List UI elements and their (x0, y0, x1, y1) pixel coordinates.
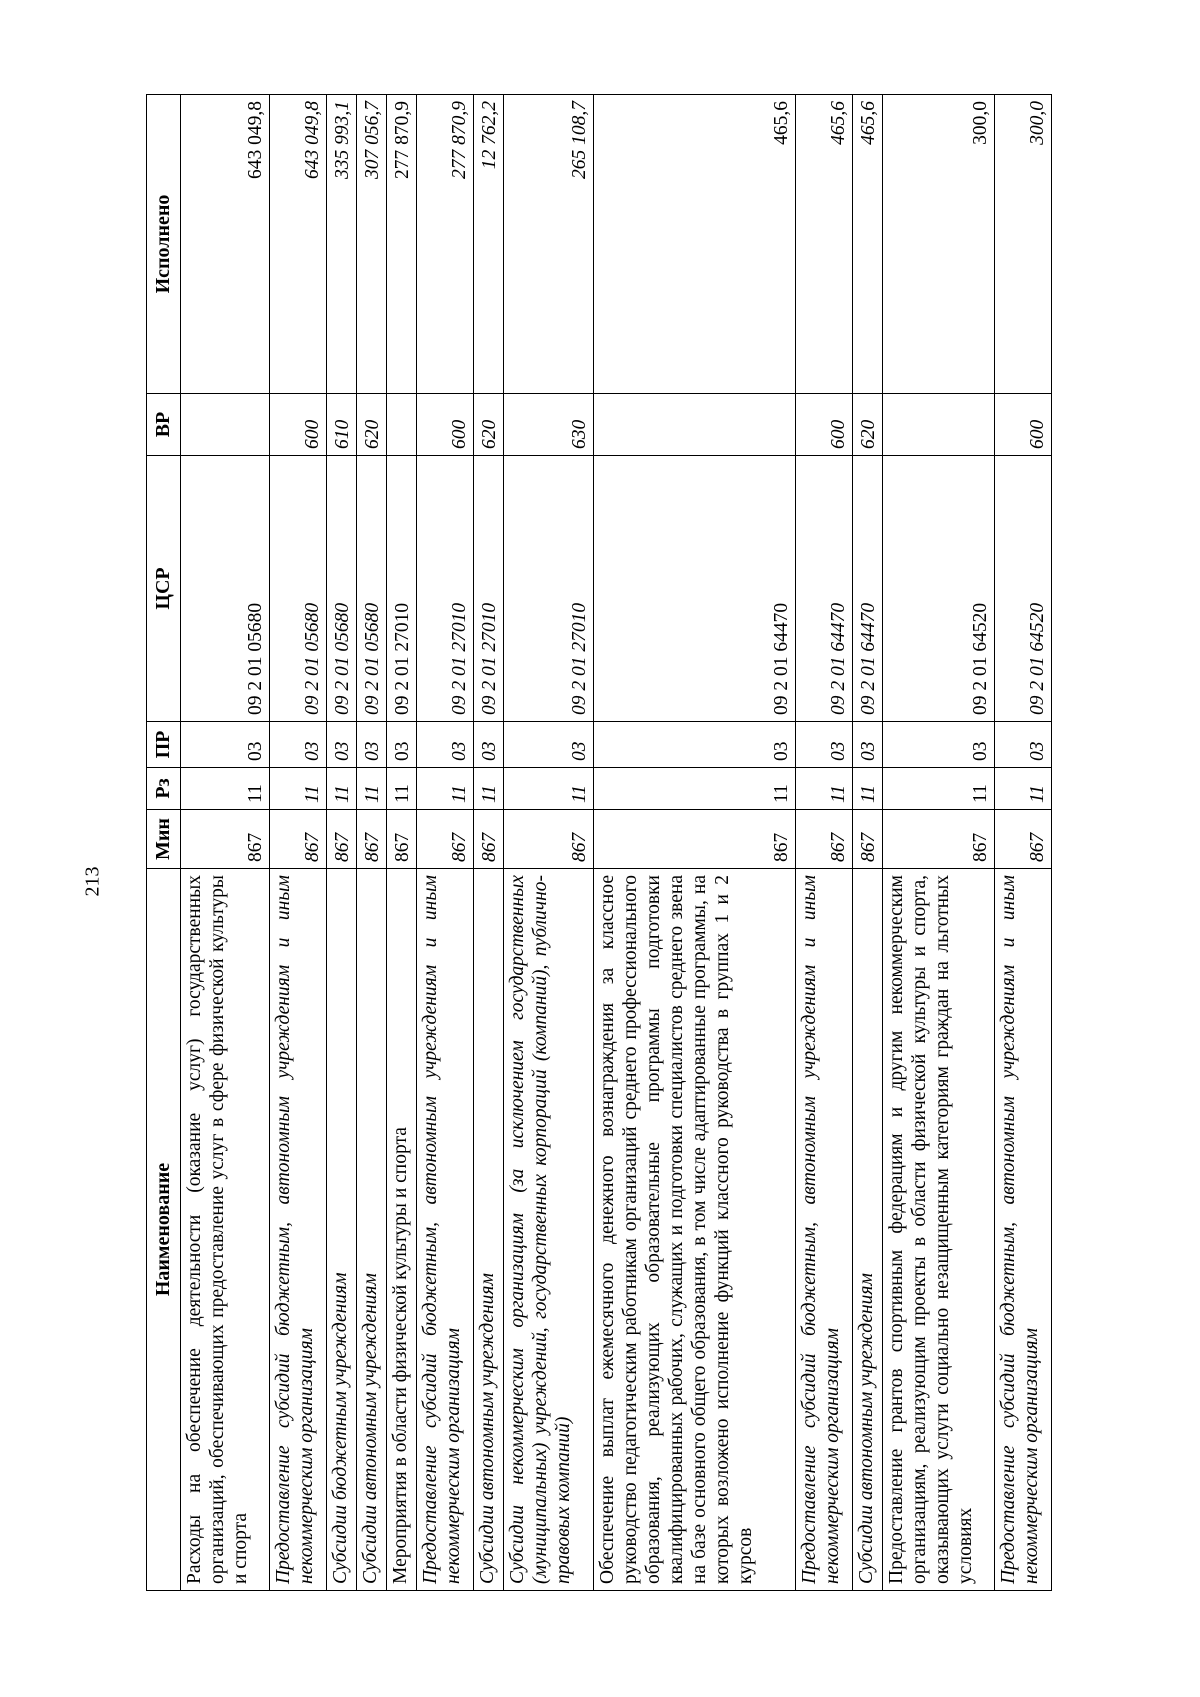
table-row (181, 95, 270, 1591)
table-row (357, 95, 387, 1591)
row-vr (883, 394, 995, 456)
row-done: 277 870,9 (417, 95, 474, 394)
row-csr: 09 2 01 05680 (327, 456, 357, 722)
row-done: 12 762,2 (474, 95, 504, 394)
header-csr: ЦСР (147, 456, 181, 722)
row-pr: 03 (181, 722, 270, 768)
row-min: 867 (995, 810, 1052, 869)
row-vr (387, 394, 417, 456)
row-csr: 09 2 01 27010 (387, 456, 417, 722)
row-pr: 03 (270, 722, 327, 768)
row-min: 867 (181, 810, 270, 869)
header-name: Наименование (147, 869, 181, 1591)
row-vr: 630 (504, 394, 594, 456)
row-name: Мероприятия в области физической культуры и спорта (387, 869, 417, 1591)
row-rz: 11 (357, 768, 387, 810)
table-row (327, 95, 357, 1591)
row-pr: 03 (387, 722, 417, 768)
row-min: 867 (474, 810, 504, 869)
row-done: 335 993,1 (327, 95, 357, 394)
row-csr: 09 2 01 05680 (270, 456, 327, 722)
row-rz: 11 (995, 768, 1052, 810)
row-done: 300,0 (883, 95, 995, 394)
row-name: Предоставление субсидий бюджетным, автономным учреждениям и иным некоммерческим организациям (270, 869, 327, 1591)
row-vr: 620 (853, 394, 883, 456)
row-min: 867 (504, 810, 594, 869)
row-min: 867 (387, 810, 417, 869)
row-name: Предоставление грантов спортивным федерациям и другим некоммерческим организациям, реализующим проекты в области физической культуры и спорта, оказывающих услуги социально незащищенным категориям граждан на льготных условиях (883, 869, 995, 1591)
row-done: 465,6 (594, 95, 796, 394)
row-vr (594, 394, 796, 456)
row-min: 867 (327, 810, 357, 869)
row-rz: 11 (387, 768, 417, 810)
row-pr: 03 (417, 722, 474, 768)
table-row (883, 95, 995, 1591)
table-body (181, 95, 1052, 1591)
row-pr: 03 (853, 722, 883, 768)
row-name: Обеспечение выплат ежемесячного денежного вознаграждения за классное руководство педагогическим работникам организаций среднего профессионального образования, реализующих образовательные программы подготовки квалифицированных рабочих, служащих и подготовки специалистов среднего звена на базе основного общего образования, в том числе адаптированные программы, на которых возложено исполнение функций классного руководства в группах 1 и 2 курсов (594, 869, 796, 1591)
row-name: Субсидии бюджетным учреждениям (327, 869, 357, 1591)
row-name: Субсидии автономным учреждениям (474, 869, 504, 1591)
row-csr: 09 2 01 05680 (357, 456, 387, 722)
row-pr: 03 (995, 722, 1052, 768)
row-pr: 03 (504, 722, 594, 768)
row-csr: 09 2 01 64470 (853, 456, 883, 722)
row-name: Предоставление субсидий бюджетным, автономным учреждениям и иным некоммерческим организациям (995, 869, 1052, 1591)
row-rz: 11 (474, 768, 504, 810)
row-min: 867 (796, 810, 853, 869)
row-name: Субсидии автономным учреждениям (357, 869, 387, 1591)
budget-table-rotated (146, 95, 1048, 1591)
row-rz: 11 (181, 768, 270, 810)
table-row (417, 95, 474, 1591)
row-csr: 09 2 01 05680 (181, 456, 270, 722)
row-rz: 11 (417, 768, 474, 810)
row-min: 867 (357, 810, 387, 869)
row-csr: 09 2 01 64520 (995, 456, 1052, 722)
row-name: Предоставление субсидий бюджетным, автономным учреждениям и иным некоммерческим организациям (796, 869, 853, 1591)
row-rz: 11 (327, 768, 357, 810)
table-row (270, 95, 327, 1591)
row-min: 867 (417, 810, 474, 869)
row-done: 465,6 (853, 95, 883, 394)
row-done: 643 049,8 (181, 95, 270, 394)
row-done: 465,6 (796, 95, 853, 394)
row-pr: 03 (474, 722, 504, 768)
header-vr: ВР (147, 394, 181, 456)
row-csr: 09 2 01 64520 (883, 456, 995, 722)
row-name: Предоставление субсидий бюджетным, автономным учреждениям и иным некоммерческим организациям (417, 869, 474, 1591)
row-name: Субсидии автономным учреждениям (853, 869, 883, 1591)
row-csr: 09 2 01 27010 (504, 456, 594, 722)
row-done: 277 870,9 (387, 95, 417, 394)
row-vr: 600 (995, 394, 1052, 456)
table-row (995, 95, 1052, 1591)
row-vr (181, 394, 270, 456)
row-rz: 11 (883, 768, 995, 810)
row-min: 867 (853, 810, 883, 869)
page-number: 213 (81, 866, 104, 897)
row-vr: 600 (417, 394, 474, 456)
row-csr: 09 2 01 27010 (474, 456, 504, 722)
row-min: 867 (883, 810, 995, 869)
table-row (474, 95, 504, 1591)
header-pr: ПР (147, 722, 181, 768)
row-vr: 620 (357, 394, 387, 456)
row-rz: 11 (270, 768, 327, 810)
row-vr: 600 (270, 394, 327, 456)
row-done: 300,0 (995, 95, 1052, 394)
row-done: 307 056,7 (357, 95, 387, 394)
row-vr: 610 (327, 394, 357, 456)
table-row (504, 95, 594, 1591)
budget-table (146, 94, 1052, 1591)
row-csr: 09 2 01 27010 (417, 456, 474, 722)
row-csr: 09 2 01 64470 (594, 456, 796, 722)
table-header-row (147, 95, 181, 1591)
table-row (796, 95, 853, 1591)
row-pr: 03 (357, 722, 387, 768)
row-rz: 11 (796, 768, 853, 810)
table-row (387, 95, 417, 1591)
row-pr: 03 (796, 722, 853, 768)
row-pr: 03 (327, 722, 357, 768)
row-min: 867 (270, 810, 327, 869)
row-name: Субсидии некоммерческим организациям (за исключением государственных (муниципальных) учреждений, государственных корпораций (компаний), публично-правовых компаний) (504, 869, 594, 1591)
table-row (594, 95, 796, 1591)
row-name: Расходы на обеспечение деятельности (оказание услуг) государственных организаций, обеспечивающих предоставление услуг в сфере физической культуры и спорта (181, 869, 270, 1591)
table-row (853, 95, 883, 1591)
row-rz: 11 (853, 768, 883, 810)
header-rz: Рз (147, 768, 181, 810)
row-vr: 620 (474, 394, 504, 456)
header-done: Исполнено (147, 95, 181, 394)
row-csr: 09 2 01 64470 (796, 456, 853, 722)
row-done: 643 049,8 (270, 95, 327, 394)
row-vr: 600 (796, 394, 853, 456)
row-pr: 03 (594, 722, 796, 768)
row-min: 867 (594, 810, 796, 869)
row-done: 265 108,7 (504, 95, 594, 394)
header-min: Мин (147, 810, 181, 869)
row-rz: 11 (504, 768, 594, 810)
row-pr: 03 (883, 722, 995, 768)
row-rz: 11 (594, 768, 796, 810)
